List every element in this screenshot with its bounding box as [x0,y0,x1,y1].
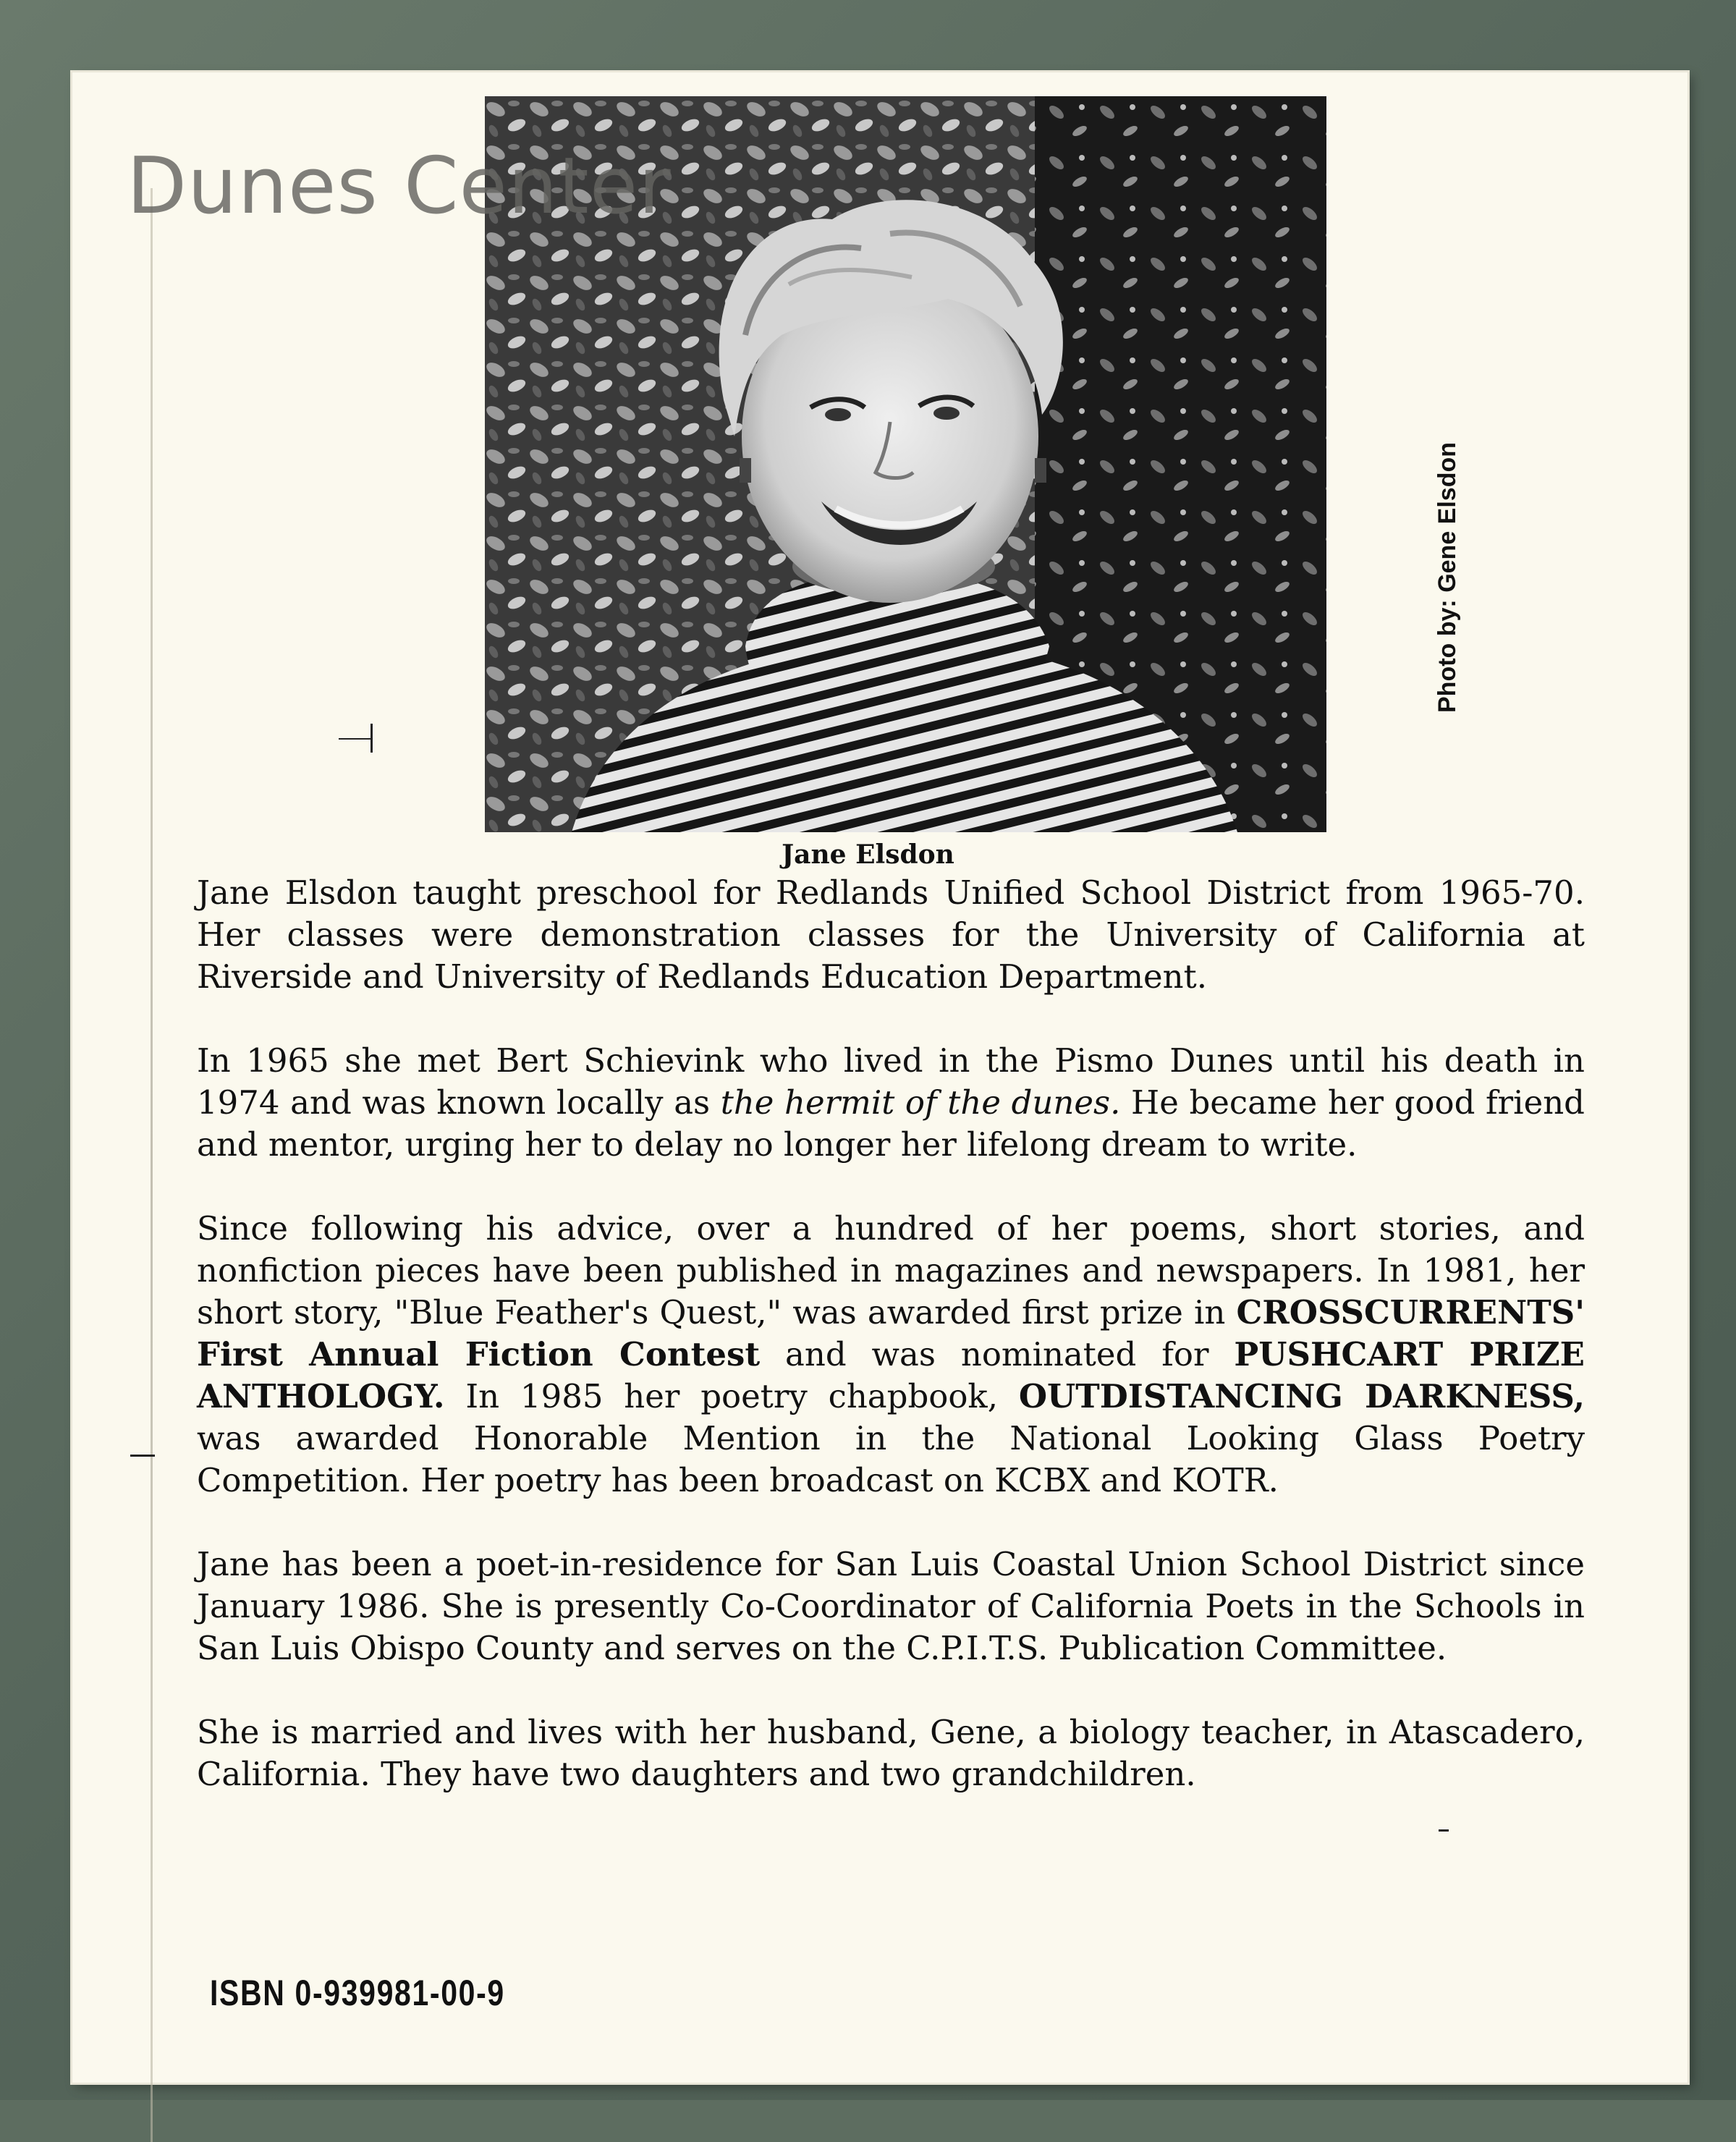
scan-mark [339,738,372,740]
author-bio [197,872,1585,1795]
photo-caption: Jane Elsdon [782,839,954,870]
anthology-name: PUSHCART PRIZE ANTHOLOGY. [197,1335,1585,1415]
bio-p3-text-c: In 1985 her poetry chapbook, [444,1377,1019,1415]
bio-p3-text-a: Since following his advice, over a hundred of her poems, short stories, and nonfiction pieces have been published in magazines and newspapers. In 1981, her short story, "Blue Feather's Quest," was awarded first prize in [197,1209,1585,1332]
isbn-number: ISBN 0-939981-00-9 [210,1973,505,2013]
scan-mark [1439,1829,1449,1832]
bio-paragraph-4: Jane has been a poet-in-residence for San Luis Coastal Union School District since January 1986. She is presently Co-Coordinator of California Poets in the Schools in San Luis Obispo County and serves on the C.P.I.T.S. Publication Committee. [197,1545,1585,1667]
bio-p2-text: In 1965 she met Bert Schievink who lived in the Pismo Dunes until his death in 1974 and was known locally as [197,1041,1585,1122]
spine-crease [151,188,153,2142]
chapbook-title: OUTDISTANCING DARKNESS, [1018,1377,1585,1415]
bio-paragraph-3 [197,1208,1585,1502]
scan-mark [371,724,373,753]
bio-p2-text-end: He became her good friend and mentor, urging her to delay no longer her lifelong dream to write. [197,1083,1585,1164]
bio-paragraph-2 [197,1040,1585,1166]
bio-paragraph-5: She is married and lives with her husband, Gene, a biology teacher, in Atascadero, California. They have two daughters and two grandchildren. [197,1713,1585,1793]
photo-credit: Photo by: Gene Elsdon [1434,441,1461,713]
watermark-dunes-center: Dunes Center [127,141,672,232]
bio-p3-text-b: and was nominated for [760,1335,1235,1373]
scan-mark [130,1455,155,1457]
contest-name: CROSSCURRENTS' First Annual Fiction Contest [197,1293,1585,1373]
bio-paragraph-1: Jane Elsdon taught preschool for Redlands Unified School District from 1965-70. Her classes were demonstration classes for the University of California at Riverside and University of Redlands Education Department. [197,873,1585,996]
bio-p3-text-d: was awarded Honorable Mention in the National Looking Glass Poetry Competition. Her poetry has been broadcast on KCBX and KOTR. [197,1419,1585,1499]
bio-p2-italic: the hermit of the dunes. [720,1083,1121,1122]
